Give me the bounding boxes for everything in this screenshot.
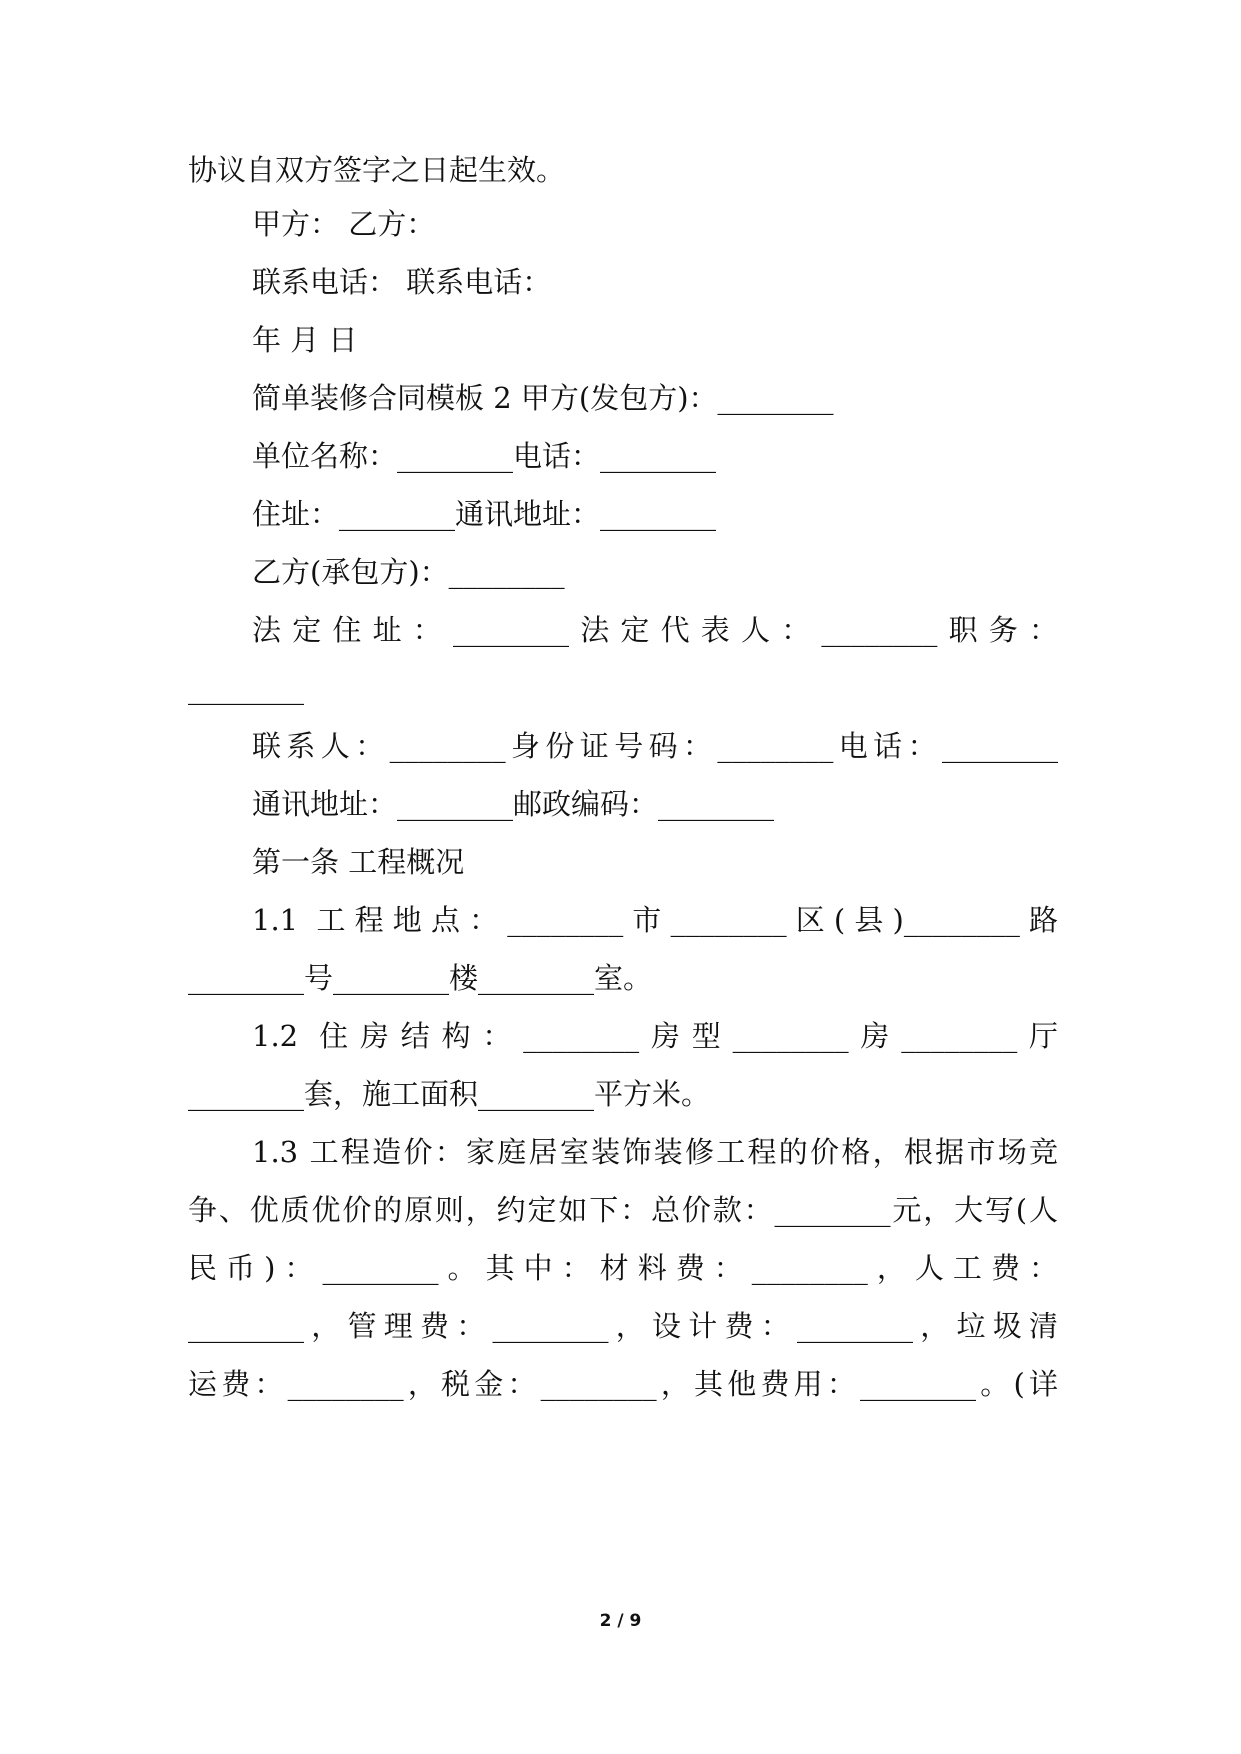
text-line-date: 年 月 日 bbox=[252, 323, 358, 357]
text-line-template-title: 简单装修合同模板 2 甲方(发包方)：________ bbox=[252, 381, 834, 415]
text-line-material-fee: 民币)：________。其中：材料费：________，人工费： bbox=[188, 1251, 1058, 1285]
text-line-construction-area: ________套，施工面积________平方米。 bbox=[188, 1077, 711, 1111]
text-line-management-fee: ________，管理费：________，设计费：________，垃圾清 bbox=[188, 1309, 1058, 1343]
text-line-address: 住址：________通讯地址：________ bbox=[252, 497, 717, 531]
text-line-room-number: ________号________楼________室。 bbox=[188, 961, 653, 995]
text-line-project-location: 1.1 工程地点：________市________区(县)________路 bbox=[252, 903, 1058, 937]
text-line-party-names: 甲方： 乙方： bbox=[252, 207, 436, 241]
text-line-legal-address: 法定住址：________法定代表人：________职务： bbox=[252, 613, 1058, 647]
text-line-other-fees: 运费：________，税金：________，其他费用：________。(详 bbox=[188, 1367, 1058, 1401]
text-line-housing-structure: 1.2 住房结构：________房型________房________厅 bbox=[252, 1019, 1058, 1053]
text-line-contact-phones: 联系电话： 联系电话： bbox=[252, 265, 552, 299]
text-line-project-cost: 1.3 工程造价：家庭居室装饰装修工程的价格，根据市场竞 bbox=[252, 1135, 1058, 1169]
section-heading-article-1: 第一条 工程概况 bbox=[252, 845, 465, 879]
text-line-position-blank: ________ bbox=[188, 671, 304, 705]
text-line-total-price: 争、优质优价的原则，约定如下：总价款：________元，大写(人 bbox=[188, 1193, 1058, 1227]
text-line-effective-clause: 协议自双方签字之日起生效。 bbox=[188, 153, 566, 187]
page-number: 2 / 9 bbox=[599, 1611, 642, 1631]
text-line-mail-address: 通讯地址：________邮政编码：________ bbox=[252, 787, 775, 821]
text-line-contact-person: 联系人：________身份证号码：________电话：________ bbox=[252, 729, 1058, 763]
text-line-party-b: 乙方(承包方)：________ bbox=[252, 555, 565, 589]
text-line-unit-name: 单位名称：________电话：________ bbox=[252, 439, 717, 473]
